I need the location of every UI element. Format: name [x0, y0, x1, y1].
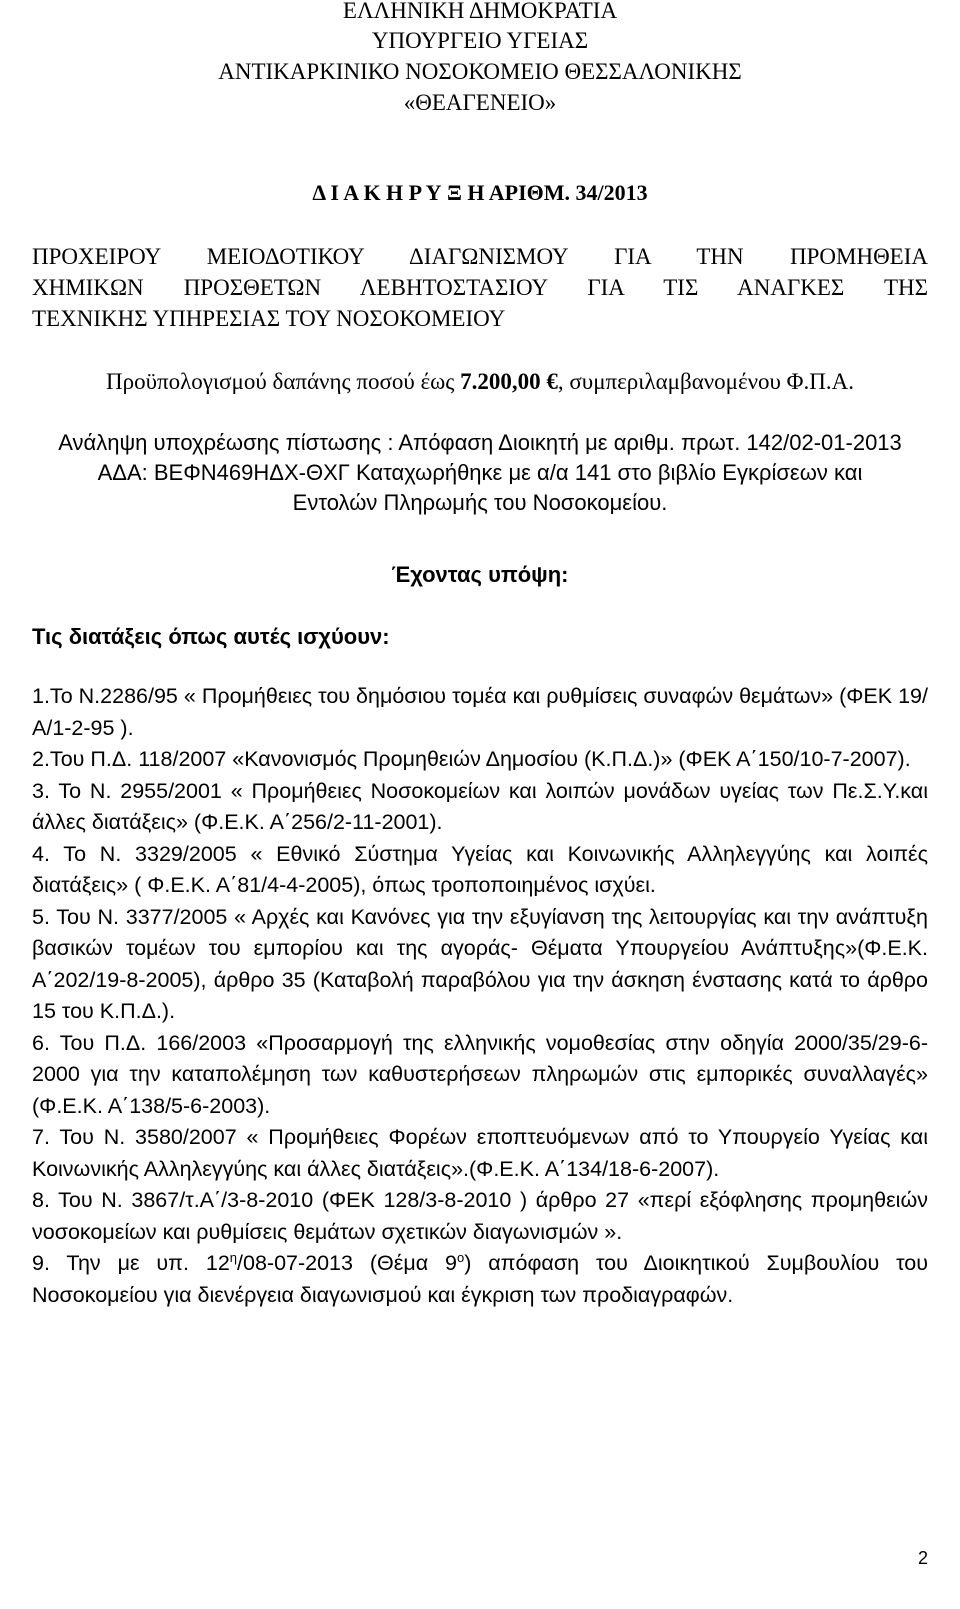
header-line-4: «ΘΕΑΓΕΝΕΙΟ»: [403, 90, 557, 115]
page-number: 2: [917, 1548, 928, 1568]
provisions-list: [32, 681, 928, 1311]
budget-amount: 7.200,00 €: [460, 369, 558, 394]
item9-sup1: η: [229, 1249, 238, 1265]
subject-line-3: ΤΕΧΝΙΚΗΣ ΥΠΗΡΕΣΙΑΣ ΤΟΥ ΝΟΣΟΚΟΜΕΙΟΥ: [32, 306, 506, 331]
commitment-line-1: Ανάληψη υποχρέωσης πίστωσης : Απόφαση Διοικητή με αριθμ. πρωτ. 142/02-01-2013: [58, 430, 902, 455]
document-page: [32, 0, 928, 1609]
list-item: 8. Του Ν. 3867/τ.Α΄/3-8-2010 (ΦΕΚ 128/3-8-2010 ) άρθρο 27 «περί εξόφλησης προμηθειών νοσοκομείων και ρυθμίσεις θεμάτων σχετικών διαγωνισμών ».: [32, 1188, 928, 1244]
provisions-heading: Τις διατάξεις όπως αυτές ισχύουν:: [32, 624, 390, 649]
subject-line-2: ΧΗΜΙΚΩΝ ΠΡΟΣΘΕΤΩΝ ΛΕΒΗΤΟΣΤΑΣΙΟΥ ΓΙΑ ΤΙΣ ΑΝΑΓΚΕΣ ΤΗΣ: [32, 275, 928, 300]
document-title: Δ Ι Α Κ Η Ρ Υ Ξ Η ΑΡΙΘΜ. 34/2013: [312, 180, 648, 205]
subject-block: [32, 241, 928, 334]
item9-sup2: ο: [456, 1249, 465, 1265]
commitment-block: [32, 428, 928, 518]
item9-part3: ) απόφαση του Διοικητικού Συμβουλίου του Νοσοκομείου για διενέργεια διαγωνισμού και έγκριση των προδιαγραφών.: [32, 1251, 929, 1307]
item9-part2: /08-07-2013 (Θέμα 9: [237, 1251, 457, 1275]
list-item: 1.Το Ν.2286/95 « Προμήθειες του δημόσιου τομέα και ρυθμίσεις συναφών θεμάτων» (ΦΕΚ 19/Α/1-2-95 ).: [32, 684, 928, 740]
list-item: 6. Του Π.Δ. 166/2003 «Προσαρμογή της ελληνικής νομοθεσίας στην οδηγία 2000/35/29-6-2000 για την καταπολέμηση των καθυστερήσεων πληρωμών στις εμπορικές συναλλαγές» (Φ.Ε.Κ. Α΄138/5-6-2003).: [32, 1030, 928, 1118]
header-line-2: ΥΠΟΥΡΓΕΙΟ ΥΓΕΙΑΣ: [371, 28, 589, 53]
considering-heading: Έχοντας υπόψη:: [391, 562, 569, 587]
subject-line-1: ΠΡΟΧΕΙΡΟΥ ΜΕΙΟΔΟΤΙΚΟΥ ΔΙΑΓΩΝΙΣΜΟΥ ΓΙΑ ΤΗΝ ΠΡΟΜΗΘΕΙΑ: [32, 244, 928, 269]
header-line-3: ΑΝΤΙΚΑΡΚΙΝΙΚΟ ΝΟΣΟΚΟΜΕΙΟ ΘΕΣΣΑΛΟΝΙΚΗΣ: [218, 59, 742, 84]
list-item: 4. Το Ν. 3329/2005 « Εθνικό Σύστημα Υγείας και Κοινωνικής Αλληλεγγύης και λοιπές διατάξεις» ( Φ.Ε.Κ. Α΄81/4-4-2005), όπως τροποποιημένος ισχύει.: [32, 841, 928, 897]
list-item: 7. Του Ν. 3580/2007 « Προμήθειες Φορέων εποπτευόμενων από το Υπουργείο Υγείας και Κοινωνικής Αλληλεγγύης και άλλες διατάξεις».(Φ.Ε.Κ. Α΄134/18-6-2007).: [32, 1125, 928, 1181]
commitment-line-3: Εντολών Πληρωμής του Νοσοκομείου.: [292, 490, 668, 515]
list-item: 5. Του Ν. 3377/2005 « Αρχές και Κανόνες για την εξυγίανση της λειτουργίας και την ανάπτυξη βασικών τομέων του εμπορίου και της αγοράς- Θέματα Υπουργείου Ανάπτυξης»(Φ.Ε.Κ. Α΄202/19-8-2005), άρθρο 35 (Καταβολή παραβόλου για την άσκηση ένστασης κατά το άρθρο 15 του Κ.Π.Δ.).: [32, 904, 928, 1023]
list-item: 3. Το Ν. 2955/2001 « Προμήθειες Νοσοκομείων και λοιπών μονάδων υγείας των Πε.Σ.Υ.και άλλες διατάξεις» (Φ.Ε.Κ. Α΄256/2-11-2001).: [32, 778, 928, 834]
commitment-line-2: ΑΔΑ: ΒΕΦΝ469ΗΔΧ-ΘΧΓ Καταχωρήθηκε με α/α 141 στο βιβλίο Εγκρίσεων και: [97, 460, 863, 485]
list-item-9: [32, 1248, 928, 1311]
budget-suffix: , συμπεριλαμβανομένου Φ.Π.Α.: [557, 369, 854, 394]
budget-prefix: Προϋπολογισμού δαπάνης ποσού έως: [106, 369, 461, 394]
budget-line: [32, 367, 928, 397]
list-item: 2.Του Π.Δ. 118/2007 «Κανονισμός Προμηθειών Δημοσίου (Κ.Π.Δ.)» (ΦΕΚ Α΄150/10-7-2007).: [32, 747, 911, 771]
item9-part1: 9. Την με υπ. 12: [32, 1251, 230, 1275]
header-line-1: ΕΛΛΗΝΙΚΗ ΔΗΜΟΚΡΑΤΙΑ: [342, 0, 618, 23]
